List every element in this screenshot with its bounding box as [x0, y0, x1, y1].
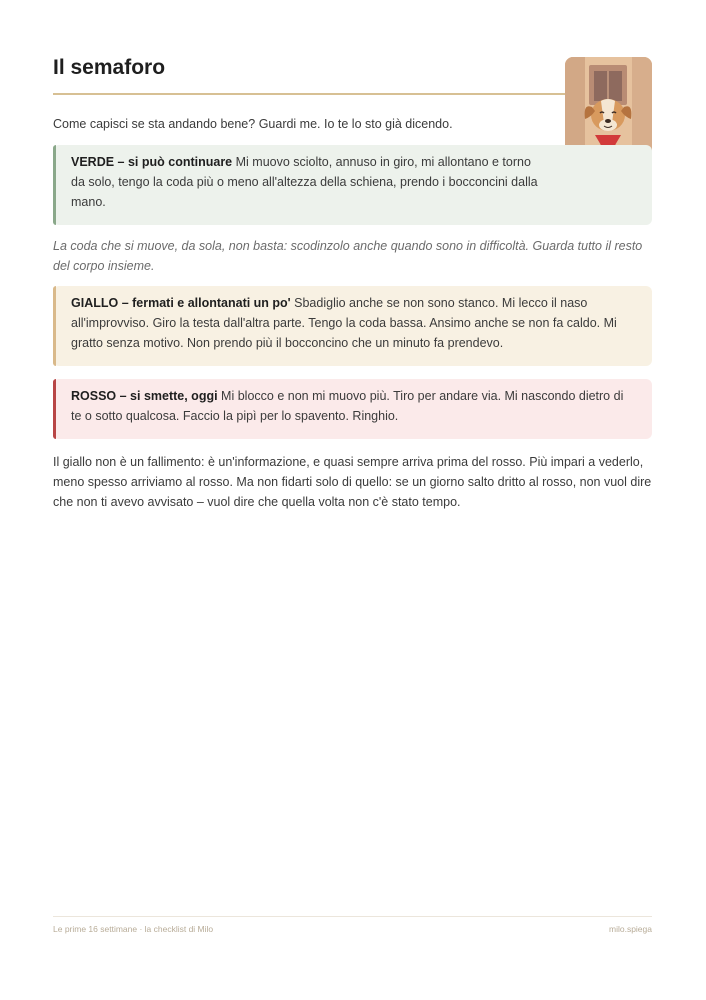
level-red-text: Mi blocco e non mi muovo più. Tiro per andare via. Mi nascondo dietro di te o sotto qualcosa. Faccio la pipì per lo spavento. Ringhio. — [71, 389, 624, 423]
level-green — [53, 145, 652, 225]
footer-left: Le prime 16 settimane · la checklist di Milo — [53, 924, 214, 934]
level-red-heading: ROSSO – si smette, oggi — [71, 389, 218, 403]
level-green-text: Mi muovo sciolto, annuso in giro, mi allontano e torno da solo, tengo la coda più o meno all'altezza della schiena, prendo i bocconcini dalla mano. — [71, 155, 538, 209]
level-red — [53, 379, 652, 439]
tail-note: La coda che si muove, da sola, non basta: scodinzolo anche quando sono in difficoltà. Guarda tutto il resto del corpo insieme. — [53, 239, 643, 273]
level-green-heading: VERDE – si può continuare — [71, 155, 233, 169]
title-divider — [53, 93, 565, 95]
level-red-accent — [53, 379, 56, 439]
page — [53, 0, 652, 1000]
page-title: Il semaforo — [53, 56, 166, 79]
level-yellow-heading: GIALLO – fermati e allontanati un po' — [71, 296, 291, 310]
level-yellow-accent — [53, 286, 56, 366]
closing-text: Il giallo non è un fallimento: è un'informazione, e quasi sempre arriva prima del rosso. Più impari a vederlo, meno spesso arriviamo al rosso. Ma non fidarti solo di quello: se un giorno salto dritto al rosso, non vuol dire che non ti avevo avvisato – vuol dire che quella volta non c'è stato tempo. — [53, 455, 652, 509]
intro-text: Come capisci se sta andando bene? Guardi me. Io te lo sto già dicendo. — [53, 117, 453, 131]
footer-divider — [53, 916, 652, 917]
level-yellow-text: Sbadiglio anche se non sono stanco. Mi lecco il naso all'improvviso. Giro la testa dall'altra parte. Tengo la coda bassa. Ansimo anche se non fa caldo. Mi gratto senza motivo. Non prendo più il bocconcino che un minuto fa prendevo. — [71, 296, 617, 350]
level-yellow — [53, 286, 652, 366]
footer-right: milo.spiega — [609, 924, 652, 934]
level-green-accent — [53, 145, 56, 225]
